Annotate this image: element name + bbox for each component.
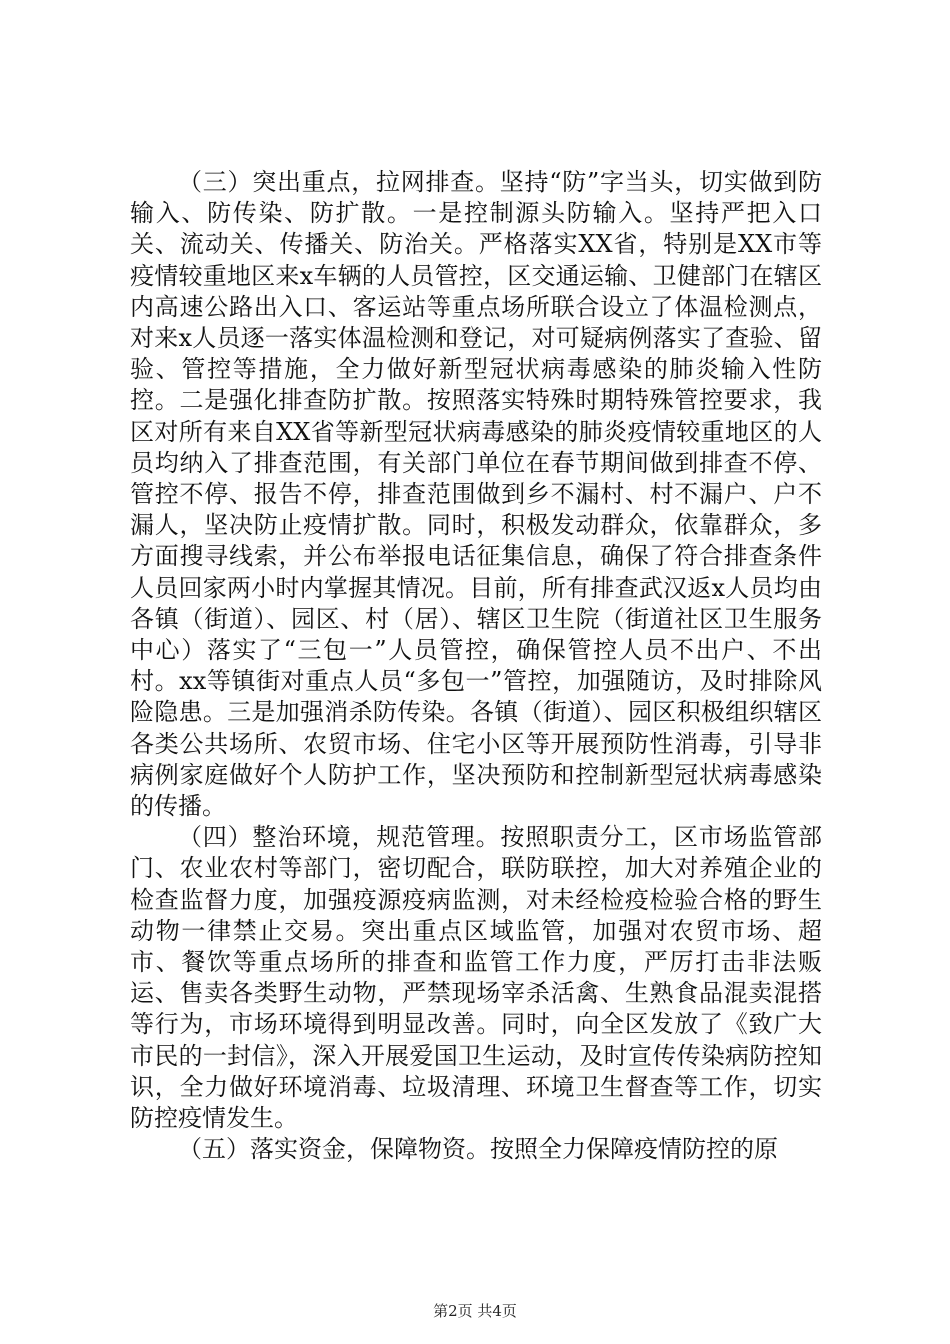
paragraph-section-5: （五）落实资金，保障物资。按照全力保障疫情防控的原 (178, 1135, 778, 1164)
page-footer: 第2页 共4页 (433, 1302, 517, 1320)
document-body (130, 167, 822, 1166)
paragraph-section-4: （四）整治环境，规范管理。按照职责分工，区市场监管部门、农业农村等部门，密切配合，联防联控，加大对养殖企业的检查监督力度，加强疫源疫病监测，对未经检疫检验合格的野生动物一律禁止交易。突出重点区域监管，加强对农贸市场、超市、餐饮等重点场所的排查和监管工作力度，严厉打击非法贩运、售卖各类野生动物，严禁现场宰杀活禽、生熟食品混卖混搭等行为，市场环境得到明显改善。同时，向全区发放了《致广大市民的一封信》，深入开展爱国卫生运动，及时宣传传染病防控知识，全力做好环境消毒、垃圾清理、环境卫生督查等工作，切实防控疫情发生。 (130, 823, 822, 1133)
paragraph-section-3: （三）突出重点，拉网排查。坚持“防”字当头，切实做到防输入、防传染、防扩散。一是控制源头防输入。坚持严把入口关、流动关、传播关、防治关。严格落实XX省，特别是XX市等疫情较重地区来x车辆的人员管控，区交通运输、卫健部门在辖区内高速公路出入口、客运站等重点场所联合设立了体温检测点，对来x人员逐一落实体温检测和登记，对可疑病例落实了查验、留验、管控等措施，全力做好新型冠状病毒感染的肺炎输入性防控。二是强化排查防扩散。按照落实特殊时期特殊管控要求，我区对所有来自XX省等新型冠状病毒感染的肺炎疫情较重地区的人员均纳入了排查范围，有关部门单位在春节期间做到排查不停、管控不停、报告不停，排查范围做到乡不漏村、村不漏户、户不漏人，坚决防止疫情扩散。同时，积极发动群众，依靠群众，多方面搜寻线索，并公布举报电话征集信息，确保了符合排查条件人员回家两小时内掌握其情况。目前，所有排查武汉返x人员均由各镇（街道）、园区、村（居）、辖区卫生院（街道社区卫生服务中心）落实了“三包一”人员管控，确保管控人员不出户、不出村。xx等镇街对重点人员“多包一”管控，加强随访，及时排除风险隐患。三是加强消杀防传染。各镇（街道）、园区积极组织辖区各类公共场所、农贸市场、住宅小区等开展预防性消毒，引导非病例家庭做好个人防护工作，坚决预防和控制新型冠状病毒感染的传播。 (130, 168, 822, 821)
